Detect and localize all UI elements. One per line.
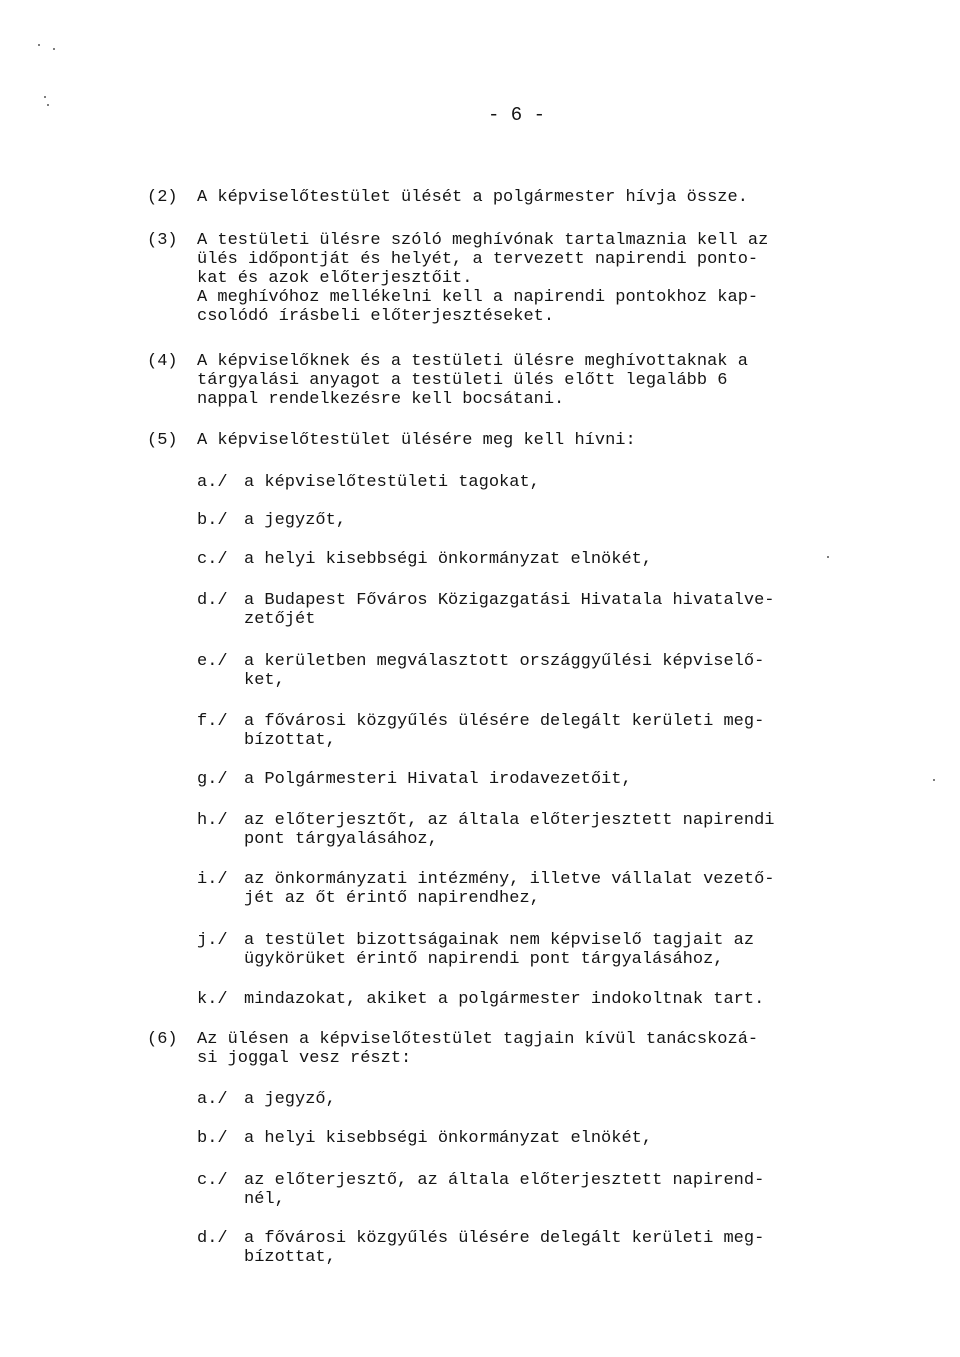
list-item-text: ügykörüket érintő napirendi pont tárgyalásához, — [244, 950, 724, 969]
list-item-5a — [197, 473, 877, 492]
paragraph-line: Az ülésen a képviselőtestület tagjain kívül tanácskozá- — [197, 1030, 759, 1049]
list-item-text: ket, — [244, 671, 285, 690]
list-item-text: a fővárosi közgyűlés ülésére delegált kerületi meg- — [244, 1229, 765, 1248]
list-item-label: g./ — [197, 770, 228, 789]
list-item-label: b./ — [197, 1129, 228, 1148]
paragraph-number: (3) — [147, 231, 178, 250]
list-item-label: d./ — [197, 1229, 228, 1248]
paragraph-line: A képviselőtestület ülésére meg kell hívni: — [197, 431, 636, 450]
list-item-5k — [197, 990, 877, 1009]
list-item-label: i./ — [197, 870, 228, 889]
scan-speck — [44, 96, 46, 98]
list-item-text: a helyi kisebbségi önkormányzat elnökét, — [244, 1129, 653, 1148]
paragraph-line: si joggal vesz részt: — [197, 1049, 412, 1068]
list-item-label: a./ — [197, 1090, 228, 1109]
list-item-6c — [197, 1171, 877, 1209]
list-item-text: a helyi kisebbségi önkormányzat elnökét, — [244, 550, 653, 569]
paragraph-line: A képviselőknek és a testületi ülésre meghívottaknak a — [197, 352, 748, 371]
paragraph-line: nappal rendelkezésre kell bocsátani. — [197, 390, 565, 409]
list-item-label: c./ — [197, 550, 228, 569]
list-item-5e — [197, 652, 877, 690]
list-item-5f — [197, 712, 877, 750]
list-item-text: az előterjesztő, az általa előterjesztett napirend- — [244, 1171, 765, 1190]
list-item-label: j./ — [197, 931, 228, 950]
list-item-label: h./ — [197, 811, 228, 830]
list-item-text: mindazokat, akiket a polgármester indokoltnak tart. — [244, 990, 765, 1009]
paragraph-number: (2) — [147, 188, 178, 207]
list-item-label: a./ — [197, 473, 228, 492]
paragraph-3 — [147, 231, 877, 326]
paragraph-line: A képviselőtestület ülését a polgármester hívja össze. — [197, 188, 748, 207]
list-item-label: c./ — [197, 1171, 228, 1190]
list-item-6b — [197, 1129, 877, 1148]
list-item-text: bízottat, — [244, 731, 336, 750]
list-item-5h — [197, 811, 877, 849]
list-item-text: a kerületben megválasztott országgyűlési képviselő- — [244, 652, 765, 671]
paragraph-number: (5) — [147, 431, 178, 450]
paragraph-line: ülés időpontját és helyét, a tervezett napirendi pontо- — [197, 250, 759, 269]
list-item-text: bízottat, — [244, 1248, 336, 1267]
paragraph-line: csolódó írásbeli előterjesztéseket. — [197, 307, 555, 326]
list-item-label: k./ — [197, 990, 228, 1009]
page-number: - 6 - — [488, 104, 546, 126]
scan-speck — [53, 48, 55, 50]
list-item-5i — [197, 870, 877, 908]
scan-speck — [933, 779, 935, 781]
list-item-6d — [197, 1229, 877, 1267]
paragraph-line: kat és azok előterjesztőit. — [197, 269, 473, 288]
paragraph-5 — [147, 431, 877, 450]
paragraph-line: A testületi ülésre szóló meghívónak tartalmaznia kell az — [197, 231, 769, 250]
list-item-text: jét az őt érintő napirendhez, — [244, 889, 540, 908]
list-item-5c — [197, 550, 877, 569]
paragraph-number: (6) — [147, 1030, 178, 1049]
paragraph-2 — [147, 188, 877, 207]
list-item-6a — [197, 1090, 877, 1109]
paragraph-6 — [147, 1030, 877, 1068]
list-item-text: a Polgármesteri Hivatal irodavezetőit, — [244, 770, 632, 789]
list-item-label: b./ — [197, 511, 228, 530]
list-item-text: zetőjét — [244, 610, 316, 629]
list-item-5b — [197, 511, 877, 530]
list-item-5d — [197, 591, 877, 629]
list-item-text: a testület bizottságainak nem képviselő tagjait az — [244, 931, 755, 950]
list-item-text: nél, — [244, 1190, 285, 1209]
list-item-5j — [197, 931, 877, 969]
scan-speck — [827, 556, 829, 558]
list-item-label: d./ — [197, 591, 228, 610]
list-item-text: az előterjesztőt, az általa előterjesztett napirendi — [244, 811, 775, 830]
list-item-text: a fővárosi közgyűlés ülésére delegált kerületi meg- — [244, 712, 765, 731]
paragraph-4 — [147, 352, 877, 409]
scan-speck — [47, 104, 49, 106]
paragraph-line: tárgyalási anyagot a testületi ülés előtt legalább 6 — [197, 371, 728, 390]
list-item-text: a jegyző, — [244, 1090, 336, 1109]
list-item-text: az önkormányzati intézmény, illetve vállalat vezető- — [244, 870, 775, 889]
list-item-label: f./ — [197, 712, 228, 731]
list-item-text: pont tárgyalásához, — [244, 830, 438, 849]
list-item-5g — [197, 770, 877, 789]
scan-speck — [38, 44, 40, 46]
paragraph-line: A meghívóhoz mellékelni kell a napirendi pontokhoz kap- — [197, 288, 759, 307]
list-item-text: a Budapest Főváros Közigazgatási Hivatala hivatalve- — [244, 591, 775, 610]
paragraph-number: (4) — [147, 352, 178, 371]
list-item-text: a jegyzőt, — [244, 511, 347, 530]
list-item-text: a képviselőtestületi tagokat, — [244, 473, 540, 492]
list-item-label: e./ — [197, 652, 228, 671]
